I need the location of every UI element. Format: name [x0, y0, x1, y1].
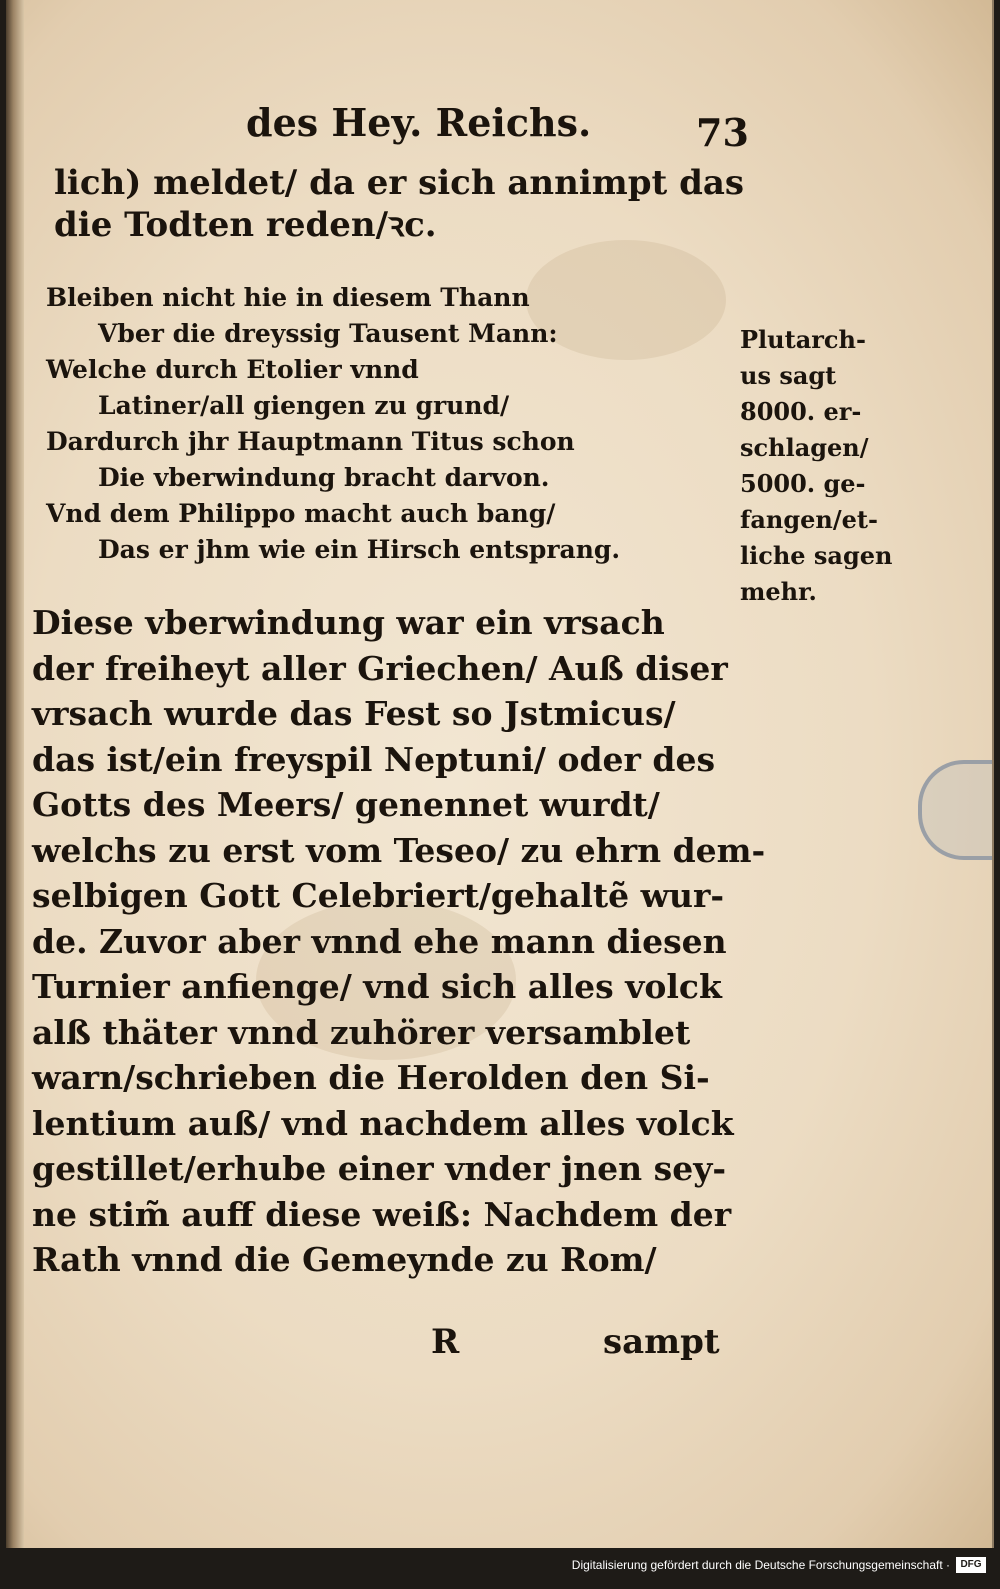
text-line: de. Zuvor aber vnnd ehe mann diesen	[32, 921, 727, 961]
verse-line: Welche durch Etolier vnnd	[46, 355, 419, 384]
verse-line: Vber die dreyssig Tausent Mann:	[98, 319, 558, 348]
running-header: des Hey. Reichs.	[246, 100, 592, 145]
text-line: Gotts des Meers/ genennet wurdt/	[32, 785, 660, 824]
page-number: 73	[696, 110, 749, 155]
note-line: us sagt	[740, 361, 837, 390]
verse-line: Dardurch jhr Hauptmann Titus schon	[46, 427, 575, 456]
text-line: selbigen Gott Celebriert/gehaltẽ wur-	[32, 876, 725, 915]
text-line: ne stim̃ auff diese weiß: Nachdem der	[32, 1194, 732, 1234]
text-line: vrsach wurde das Fest so Jstmicus/	[32, 694, 676, 733]
text-line: Diese vberwindung war ein vrsach	[32, 603, 665, 642]
note-line: schlagen/	[740, 433, 869, 462]
dfg-logo: DFG	[956, 1557, 986, 1573]
verse-line: Bleiben nicht hie in diesem Thann	[46, 283, 530, 312]
text-line: Rath vnnd die Gemeynde zu Rom/	[32, 1240, 657, 1279]
text-line: lich) meldet/ da er sich annimpt das	[54, 163, 745, 203]
verse-line: Latiner/all giengen zu grund/	[98, 391, 510, 420]
body-paragraph	[32, 600, 765, 1283]
verse-line: Die vberwindung bracht darvon.	[98, 463, 550, 492]
note-line: mehr.	[740, 577, 817, 606]
text-line: warn/schrieben die Herolden den Si-	[32, 1058, 710, 1097]
page-clip	[918, 760, 994, 860]
page-gutter	[6, 0, 24, 1548]
verse-line: Vnd dem Philippo macht auch bang/	[46, 499, 556, 528]
verse-line: Das er jhm wie ein Hirsch entsprang.	[98, 535, 621, 564]
text-line: die Todten reden/ꝛc.	[54, 205, 437, 245]
book-page	[6, 0, 994, 1548]
text-line: lentium auß/ vnd nachdem alles volck	[32, 1103, 734, 1143]
text-line: welchs zu erst vom Teseo/ zu ehrn dem-	[32, 830, 766, 870]
funding-credit: Digitalisierung gefördert durch die Deutsche Forschungsgemeinschaft ·	[571, 1558, 950, 1572]
text-line: das ist/ein freyspil Neptuni/ oder des	[32, 739, 716, 779]
margin-note	[740, 322, 892, 610]
text-line: alß thäter vnnd zuhörer versamblet	[32, 1012, 691, 1052]
note-line: fangen/et-	[740, 505, 878, 534]
text-line: gestillet/erhube einer vnder jnen sey-	[32, 1149, 727, 1188]
intro-text	[54, 162, 744, 246]
signature-mark: R	[431, 1322, 460, 1362]
note-line: 8000. er-	[740, 397, 862, 426]
verse-block	[46, 280, 620, 568]
text-line: Turnier anfienge/ vnd sich alles volck	[32, 967, 722, 1006]
note-line: 5000. ge-	[740, 469, 866, 498]
catchword: sampt	[603, 1322, 720, 1362]
note-line: Plutarch-	[740, 325, 866, 354]
note-line: liche sagen	[740, 541, 893, 570]
text-line: der freiheyt aller Griechen/ Auß diser	[32, 648, 728, 688]
